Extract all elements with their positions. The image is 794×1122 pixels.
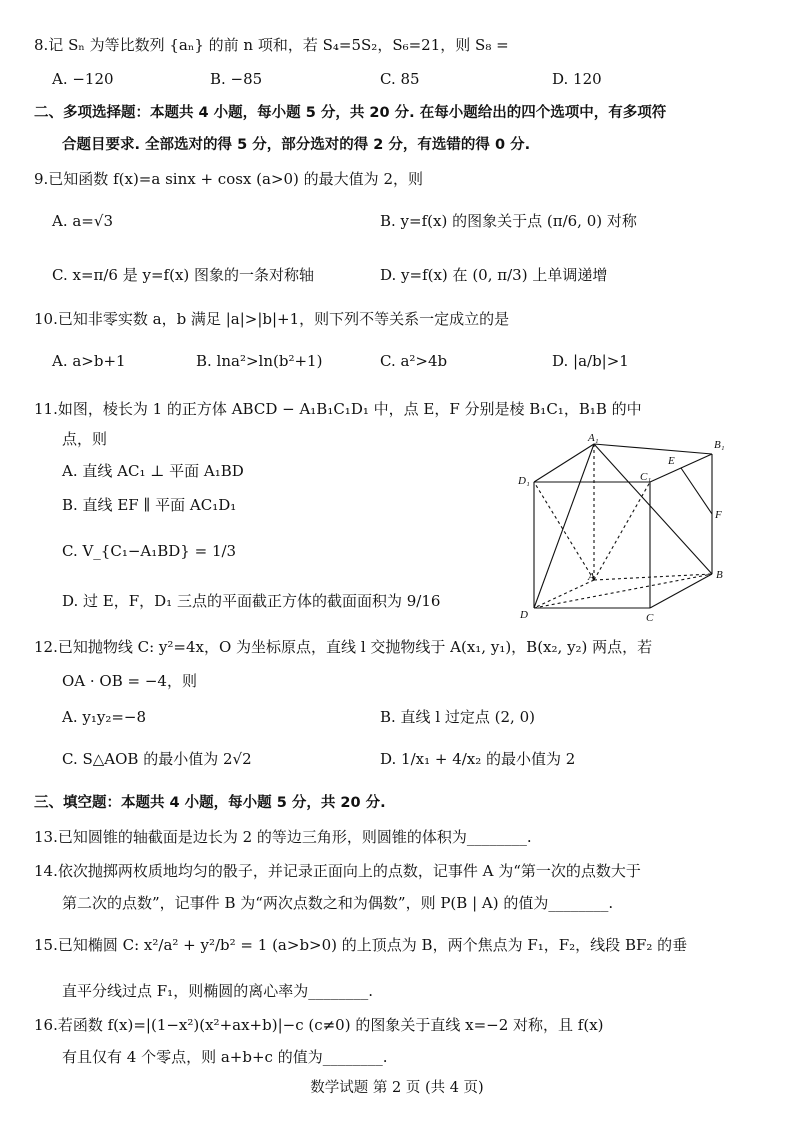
label-F: F [715,509,722,521]
question-12-stem-cont: OA · OB = −4，则 [62,672,197,690]
question-10-option-d: D. |a/b|>1 [552,352,629,370]
question-15-line-2: 直平分线过点 F₁，则椭圆的离心率为________. [62,982,373,1000]
question-9-option-b: B. y=f(x) 的图象关于点 (π/6, 0) 对称 [380,212,637,230]
question-11-option-c: C. V_{C₁−A₁BD} = 1/3 [62,542,237,560]
section-2-instructions: 合题目要求. 全部选对的得 5 分，部分选对的得 2 分，有选错的得 0 分. [62,137,531,153]
question-8-option-a: A. −120 [52,70,114,88]
label-C: C [646,612,654,624]
question-10-option-c: C. a²>4b [380,352,448,370]
question-11-stem: 11.如图，棱长为 1 的正方体 ABCD − A₁B₁C₁D₁ 中，点 E，F 分别是棱 B₁C₁，B₁B 的中 [34,400,642,418]
question-12-option-c: C. S△AOB 的最小值为 2√2 [62,750,252,768]
question-9-option-d: D. y=f(x) 在 (0, π/3) 上单调递增 [380,266,608,284]
question-11-option-d: D. 过 E，F，D₁ 三点的平面截正方体的截面面积为 9/16 [62,592,441,610]
question-11-stem-cont: 点，则 [62,430,108,448]
question-9-option-a: A. a=√3 [52,212,113,230]
label-A: A [588,571,595,583]
question-11-option-b: B. 直线 EF ∥ 平面 AC₁D₁ [62,496,237,514]
question-9-stem: 9.已知函数 f(x)=a sinx + cosx (a>0) 的最大值为 2，则 [34,170,423,188]
label-B: B [716,569,723,581]
label-B1: B₁ [714,439,725,451]
question-15-line-1: 15.已知椭圆 C: x²/a² + y²/b² = 1 (a>b>0) 的上顶点为 B，两个焦点为 F₁，F₂，线段 BF₂ 的垂 [34,936,688,954]
label-C1: C₁ [640,471,652,483]
label-E: E [668,455,675,467]
question-8-option-d: D. 120 [552,70,602,88]
label-D1: D₁ [518,475,530,487]
cube-figure [512,430,728,624]
question-12-option-a: A. y₁y₂=−8 [62,708,147,726]
question-16-line-2: 有且仅有 4 个零点，则 a+b+c 的值为________. [62,1048,388,1066]
question-13: 13.已知圆锥的轴截面是边长为 2 的等边三角形，则圆锥的体积为________. [34,828,532,846]
question-10-stem: 10.已知非零实数 a，b 满足 |a|>|b|+1，则下列不等关系一定成立的是 [34,310,510,328]
question-16-line-1: 16.若函数 f(x)=|(1−x²)(x²+ax+b)|−c (c≠0) 的图象关于直线 x=−2 对称，且 f(x) [34,1016,604,1034]
section-3-heading: 三、填空题：本题共 4 小题，每小题 5 分，共 20 分. [34,795,386,811]
section-2-heading: 二、多项选择题：本题共 4 小题，每小题 5 分，共 20 分. 在每小题给出的四个选项中，有多项符 [34,105,667,121]
question-10-option-b: B. lna²>ln(b²+1) [196,352,323,370]
question-11-option-a: A. 直线 AC₁ ⊥ 平面 A₁BD [62,462,244,480]
question-8-stem: 8.记 Sₙ 为等比数列 {aₙ} 的前 n 项和，若 S₄=5S₂，S₆=21，则 S₈ = [34,36,509,54]
question-12-option-b: B. 直线 l 过定点 (2, 0) [380,708,535,726]
question-12-option-d: D. 1/x₁ + 4/x₂ 的最小值为 2 [380,750,576,768]
page-footer: 数学试题 第 2 页 (共 4 页) [310,1080,484,1096]
question-9-option-c: C. x=π/6 是 y=f(x) 图象的一条对称轴 [52,266,315,284]
question-12-stem: 12.已知抛物线 C: y²=4x，O 为坐标原点，直线 l 交抛物线于 A(x₁, y₁)，B(x₂, y₂) 两点，若 [34,638,653,656]
question-14-line-1: 14.依次抛掷两枚质地均匀的骰子，并记录正面向上的点数，记事件 A 为“第一次的点数大于 [34,862,641,880]
label-D: D [520,609,528,621]
question-8-option-b: B. −85 [210,70,263,88]
label-A1: A₁ [588,432,599,444]
question-14-line-2: 第二次的点数”，记事件 B 为“两次点数之和为偶数”，则 P(B | A) 的值为________. [62,894,614,912]
question-8-option-c: C. 85 [380,70,420,88]
question-10-option-a: A. a>b+1 [52,352,126,370]
